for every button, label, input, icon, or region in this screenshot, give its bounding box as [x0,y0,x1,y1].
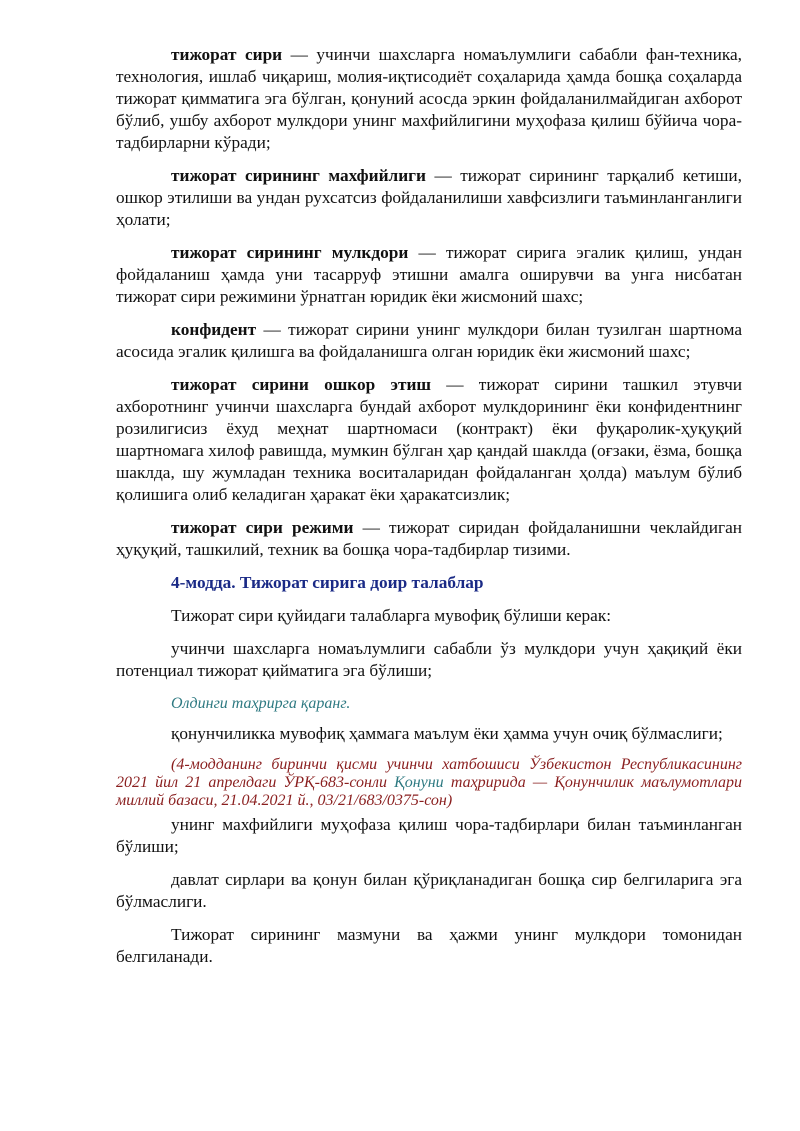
term: тижорат сирининг махфийлиги [171,166,426,185]
definition-owner: тижорат сирининг мулкдори — тижорат сирига эгалик қилиш, ундан фойдаланиш ҳамда уни тасарруф этишни амалга оширувчи ва унга нисбатан тижорат сири режимини ўрнатган юридик ёки жисмоний шахс; [116,243,742,306]
term: тижорат сири [171,45,283,64]
requirement-2: қонунчиликка мувофиқ ҳаммага маълум ёки ҳамма учун очиқ бўлмаслиги; [171,724,723,743]
definition-disclosure: тижорат сирини ошкор этиш — тижорат сирини ташкил этувчи ахборотнинг учинчи шахсларга бундай ахборот мулкдорининг ёки конфидентнинг розилигисиз ёхуд меҳнат шартномаси (контракт) ёки фуқаролик-ҳуқуқий шартномага хилоф равишда, мумкин бўлган ҳар қандай шаклда (оғзаки, ёзма, бошқа шаклда, шу жумладан техника воситаларидан фойдаланган ҳолда) маълум бўлиб қолишига олиб келадиган ҳаракат ёки ҳаракатсизлик; [116,375,743,504]
law-link[interactable]: Қонуни [394,774,444,791]
previous-edition-link[interactable]: Олдинги таҳрирга қаранг. [171,695,351,712]
definition-confidant: конфидент — тижорат сирини унинг мулкдори билан тузилган шартнома асосида эгалик қилишга ва фойдаланишга олган юридик ёки жисмоний шахс; [116,320,742,361]
term: конфидент [171,320,257,339]
definition-text: тижорат сирининг тарқалиб кетиши, ошкор этилиши ва ундан рухсатсиз фойдаланилиши хавфсизлиги таъминланганлиги ҳолати; [116,166,742,229]
term: тижорат сирининг мулкдори [171,243,409,262]
definition-text: тижорат сирини ташкил этувчи ахборотнинг учинчи шахсларга бундай ахборот мулкдорининг ёки конфидентнинг розилигисиз ёхуд меҳнат шартномаси (контракт) ёки фуқаролик-ҳуқуқий шартномага хилоф равишда, мумкин бўлган ҳар қандай шаклда (оғзаки, ёзма, бошқа шаклда, шу жумладан техника воситаларидан фойдаланган ҳолда) маълум бўлиб қолишига олиб келадиган ҳаракат ёки ҳаракатсизлик; [116,375,743,504]
definition-text: тижорат сиридан фойдаланишни чеклайдиган ҳуқуқий, ташкилий, техник ва бошқа чора-тадбирлар тизими. [116,518,743,559]
definition-regime: тижорат сири режими — тижорат сиридан фойдаланишни чеклайдиган ҳуқуқий, ташкилий, техник ва бошқа чора-тадбирлар тизими. [116,518,743,559]
requirement-4: давлат сирлари ва қонун билан қўриқланадиган бошқа сир белгиларига эга бўлмаслиги. [116,870,742,911]
requirements-intro: Тижорат сири қуйидаги талабларга мувофиқ бўлиши керак: [171,606,612,625]
definition-text: учинчи шахсларга номаълумлиги сабабли фан-техника, технология, ишлаб чиқариш, молия-иқтисодиёт соҳаларида ҳамда бошқа соҳаларда тижорат қимматига эга бўлган, қонуний асосда эркин фойдаланилмайдиган ахборот бўлиб, ушбу ахборот мулкдори унинг махфийлигини муҳофаза қилиш бўйича чора-тадбирларни кўради; [116,45,743,152]
requirement-1: учинчи шахсларга номаълумлиги сабабли ўз мулкдори учун ҳақиқий ёки потенциал тижорат қийматига эга бўлиши; [116,639,742,680]
definition-trade-secret: тижорат сири — учинчи шахсларга номаълумлиги сабабли фан-техника, технология, ишлаб чиқариш, молия-иқтисодиёт соҳаларида ҳамда бошқа соҳаларда тижорат қимматига эга бўлган, қонуний асосда эркин фойдаланилмайдиган ахборот бўлиб, ушбу ахборот мулкдори унинг махфийлигини муҳофаза қилиш бўйича чора-тадбирларни кўради; [116,45,743,152]
closing-paragraph: Тижорат сирининг мазмуни ва ҳажми унинг мулкдори томонидан белгиланади. [116,925,742,966]
term: тижорат сирини ошкор этиш [171,375,432,394]
requirement-3: унинг махфийлиги муҳофаза қилиш чора-тадбирлари билан таъминланган бўлиши; [116,815,742,856]
article-heading: 4-модда. Тижорат сирига доир талаблар [171,573,484,592]
definition-text: тижорат сирига эгалик қилиш, ундан фойдаланиш ҳамда уни тасарруф этишни амалга оширувчи ва унга нисбатан тижорат сири режимини ўрнатган юридик ёки жисмоний шахс; [116,243,742,306]
definition-confidentiality: тижорат сирининг махфийлиги — тижорат сирининг тарқалиб кетиши, ошкор этилиши ва ундан рухсатсиз фойдаланилиши хавфсизлиги таъминланганлиги ҳолати; [116,166,742,229]
amendment-note: (4-модданинг биринчи қисми учинчи хатбошиси Ўзбекистон Республикасининг 2021 йил 21 апрелдаги ЎРҚ-683-сонли Қонуни таҳририда — Қонунчилик маълумотлари миллий базаси, 21.04.2021 й., 03/21/683/0375-сон) [116,756,742,809]
term: тижорат сири режими [171,518,354,537]
definition-text: тижорат сирини унинг мулкдори билан тузилган шартнома асосида эгалик қилишга ва фойдаланишга олган юридик ёки жисмоний шахс; [116,320,742,361]
